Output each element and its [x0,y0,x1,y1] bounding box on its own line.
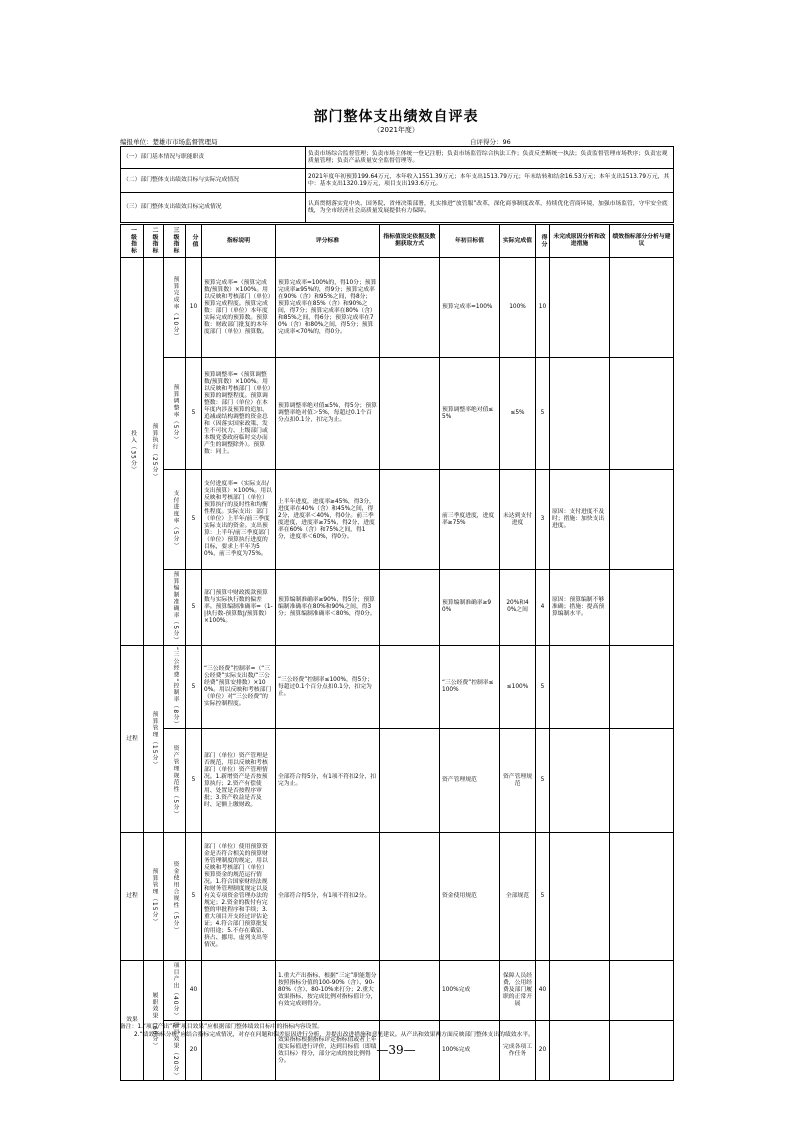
score-cell: 5 [186,470,202,570]
desc-cell: 部门预算中财政拨款预算数与实际执行数的偏差率。预算编制准确率=（1-|执行数-预算数|/预算数）×100%。 [202,570,276,646]
advice-cell [610,470,674,570]
standard-cell: 1.重大产出指标，根据“三定”职能划分按照指标分值的100-90%（含）、90-80%（含）、80-10%来打分；2.重大效果指标，按完成比例对指标值计分，有效完成则得分。 [276,961,380,1021]
target-cell: 预算调整率绝对值≤5% [440,358,500,470]
indicator-table [120,224,674,1081]
page-title: 部门整体支出绩效自评表 [313,109,479,125]
actual-cell: 未达到支付进度 [500,470,536,570]
header-cell: 年初目标值 [440,225,500,258]
info-text: 认真贯彻落实党中央、国务院、省州决策部署，扎实推进“放管服”改革，深化商事制度改革，持续优化营商环境，加强市场监管，守牢安全底线，为全市经济社会高质量发展提供有力保障。 [306,193,674,223]
reason-cell: 原因：支付进度不及时；措施：加快支出进度。 [550,470,610,570]
info-row [121,193,674,223]
reason-cell [550,833,610,961]
basis-cell [380,645,440,729]
advice-cell [610,358,674,470]
basis-cell [380,833,440,961]
level1-cell: 过程 [121,833,144,961]
actual-cell: ≤5% [500,358,536,470]
level3-cell: “三公经费”控制率（8分） [164,645,186,729]
level3-cell: 支付进度率（5分） [164,470,186,570]
actual-cell: 全部规范 [500,833,536,961]
self-score: 自评得分：96 [470,138,511,146]
actual-cell: 100% [500,258,536,358]
got-cell: 5 [536,833,550,961]
score-cell: 10 [186,258,202,358]
actual-cell: ≤100% [500,645,536,729]
header-cell: 三级指标 [164,225,186,258]
level2-cell: 预算管理（15分） [144,833,164,961]
table-row [121,645,674,729]
info-row [121,169,674,193]
table-row [121,961,674,1021]
score-cell: 20 [186,1021,202,1081]
target-cell: 100%完成 [440,1021,500,1081]
standard-cell: 全部符合得5分，有1项不符扣2分。 [276,833,380,961]
header-cell: 评分标准 [276,225,380,258]
table-row [121,358,674,470]
got-cell: 5 [536,358,550,470]
header-cell: 分值 [186,225,202,258]
desc-cell: “三公经费”控制率=（“三公经费”实际支出数/“三公经费”预算安排数）×100%。用以反映和考核部门（单位）对“三公经费”的实际控制程度。 [202,645,276,729]
advice-cell [610,961,674,1021]
level1-cell: 效果 [121,961,144,1081]
header-cell: 一级指标 [121,225,144,258]
standard-cell: 预算编制准确率≥90%，得5分；预算编制准确率在80%和90%之间，得3分；预算编制准确率＜80%，得0分。 [276,570,380,646]
got-cell: 5 [536,729,550,833]
target-cell: 预算完成率=100% [440,258,500,358]
page-number: —39— [376,1043,416,1057]
info-label: （二）部门整体支出绩效目标与实际完成情况 [121,169,306,193]
standard-cell: 上半年进度，进度率≥45%，得3分，进度率在40%（含）和45%之间，得2分，进度率＜40%，得0分。前三季度进度，进度率≥75%，得2分，进度率在60%（含）和75%之间，得1分，进度率＜60%，得0分。 [276,470,380,570]
level2-cell: 预算管理（15分） [144,645,164,833]
reason-cell [550,645,610,729]
actual-cell: 20%和40%之间 [500,570,536,646]
header-cell: 未完成原因分析和改进措施 [550,225,610,258]
table-row [121,258,674,358]
info-text: 2021年度年初预算199.64万元，本年收入1551.39万元；本年支出1513.79万元；年末结转和结余16.53万元；本年支出1513.79万元，其中：基本支出1320.19万元，项目支出193.6万元。 [306,169,674,193]
basis-cell [380,358,440,470]
actual-cell: 完成各项工作任务 [500,1021,536,1081]
header-cell: 实际完成值 [500,225,536,258]
note-line: 2.“绩效指标分析”应结合指标完成情况，对存在问题和偏差原因进行分析，并提出改进措施和意见建议。从产出和效果两方面反映部门整体支出的绩效水平。 [134,1032,534,1038]
got-cell: 4 [536,570,550,646]
header-cell: 指标值设定依据及数据获取方式 [380,225,440,258]
level3-cell: 资金使用合规性（5分） [164,833,186,961]
level1-cell: 过程 [121,645,144,833]
level3-cell: 资产管理规范性（5分） [164,729,186,833]
level3-cell: 预算完成率（10分） [164,258,186,358]
reason-cell [550,258,610,358]
score-cell: 5 [186,833,202,961]
table-notes [120,1023,680,1039]
table-row [121,570,674,646]
level2-cell: 履职效果（60分） [144,961,164,1081]
level1-cell: 投入（35分） [121,258,144,646]
actual-cell: 资产管理规范 [500,729,536,833]
advice-cell [610,570,674,646]
info-text: 负责市场综合监督管理；负责市场主体统一登记注册；负责市场监管综合执法工作；负责反垄断统一执法；负责监督管理市场秩序；负责宏观质量管理；负责产品质量安全监督管理等。 [306,147,674,169]
header-cell: 得分 [536,225,550,258]
basic-info-table [120,146,674,223]
reason-cell [550,961,610,1021]
score-cell: 5 [186,570,202,646]
reporting-unit: 编报单位：楚雄市市场监督管理局 [120,138,218,146]
header-cell: 指标说明 [202,225,276,258]
level3-cell: 预算编制准确率（5分） [164,570,186,646]
got-cell: 3 [536,470,550,570]
target-cell: 资金使用规范 [440,833,500,961]
reason-cell [550,729,610,833]
advice-cell [610,258,674,358]
level3-cell: 项目产出（40分） [164,961,186,1021]
desc-cell: 支付进度率=（实际支出/支出预算）×100%。用以反映和考核部门（单位）预算执行的及时性和均衡性程度。实际支出：部门（单位）上半年/前三季度实际支出的资金。支出预算：上半年/前三季度部门（单位）预算执行进度的目标，要求上半年为50%，前三季度为75%。 [202,470,276,570]
note-line: 备注：1.“项目产出”和“项目效果”应根据部门整体绩效目标中的指标内容设置。 [120,1024,324,1030]
basis-cell [380,570,440,646]
info-label: （一）部门基本情况与职能职责 [121,147,306,169]
got-cell: 20 [536,1021,550,1081]
score-cell: 5 [186,358,202,470]
basis-cell [380,258,440,358]
target-cell: 预算编制准确率≥90% [440,570,500,646]
desc-cell [202,961,276,1021]
basis-cell [380,470,440,570]
desc-cell: 预算完成率=（预算完成数/预算数）×100%。用以反映和考核部门（单位）预算完成程度。预算完成数：部门（单位）本年度实际完成的预算数。预算数：财政部门批复的本年度部门（单位）预算数。 [202,258,276,358]
score-cell: 5 [186,729,202,833]
score-cell: 40 [186,961,202,1021]
target-cell: 前三季度进度，进度率≥75% [440,470,500,570]
target-cell: 100%完成 [440,961,500,1021]
standard-cell: 全部符合得5分，有1项不符扣2分，扣完为止。 [276,729,380,833]
target-cell: “三公经费”控制率≤100% [440,645,500,729]
table-row [121,470,674,570]
info-row [121,147,674,169]
advice-cell [610,833,674,961]
reason-cell: 原因：预算编制不够准确；措施：提高预算编制水平。 [550,570,610,646]
standard-cell: 预算调整率绝对值≤5%，得5分；预算调整率绝对值＞5%，每超过0.1个百分点扣0.1分，扣完为止。 [276,358,380,470]
advice-cell [610,729,674,833]
page-subtitle: （2021年度） [373,126,419,134]
level3-cell: 预算调整率（5分） [164,358,186,470]
target-cell: 资产管理规范 [440,729,500,833]
table-row [121,729,674,833]
got-cell: 5 [536,645,550,729]
score-cell: 5 [186,645,202,729]
advice-cell [610,645,674,729]
got-cell: 10 [536,258,550,358]
basis-cell [380,961,440,1021]
desc-cell: 预算调整率=（预算调整数/预算数）×100%。用以反映和考核部门（单位）预算的调整程度。预算调整数：部门（单位）在本年度内涉及预算的追加、追减或结构调整的资金总和（因落实国家政策、发生不可抗力、上级部门或本级党委政府临时交办而产生的调整除外）。预算数：同上。 [202,358,276,470]
standard-cell: 效果指标根据指标评定指标值或者上年度实际值进行评价，达到目标值（即绩效目标）得分，部分完成的按比例得分。 [276,1021,380,1081]
desc-cell: 部门（单位）资产管理是否规范，用以反映和考核部门（单位）资产管理情况。1.新增资产是否按预算执行；2.资产有偿使用、处置是否按程序审批；3.资产收益是否及时、足额上缴财政。 [202,729,276,833]
standard-cell: “三公经费”控制率≤100%，得5分；每超过0.1个百分点扣0.1分，扣完为止。 [276,645,380,729]
reason-cell [550,358,610,470]
basis-cell [380,729,440,833]
level2-cell: 预算执行（25分） [144,258,164,646]
info-label: （三）部门整体支出绩效目标完成情况 [121,193,306,223]
header-cell: 绩效指标部分分析与建议 [610,225,674,258]
standard-cell: 预算完成率=100%的，得10分；预算完成率≥95%的，得9分；预算完成率在90%（含）和95%之间，得8分；预算完成率在85%（含）和90%之间，得7分；预算完成率在80%（含）和85%之间，得6分；预算完成率在70%（含）和80%之间，得5分；预算完成率<70%的，得0分。 [276,258,380,358]
header-row [121,225,674,258]
got-cell: 40 [536,961,550,1021]
actual-cell: 保障人员经费，公用经费及部门履职的正常开展 [500,961,536,1021]
table-row [121,833,674,961]
header-cell: 二级指标 [144,225,164,258]
level3-cell: 项目效果（20分） [164,1021,186,1081]
desc-cell: 部门（单位）使用预算资金是否符合相关的预算财务管理制度的规定，用以反映和考核部门（单位）预算资金的规范运行情况。1.符合国家财经法规和财务管理制度规定以及有关专项资金管理办法的规定；2.资金的拨付有完整的审批程序和手续；3.重大项目开支经过评估论证；4.符合部门预算批复的用途；5.不存在截留、挤占、挪用、虚列支出等情况。 [202,833,276,961]
